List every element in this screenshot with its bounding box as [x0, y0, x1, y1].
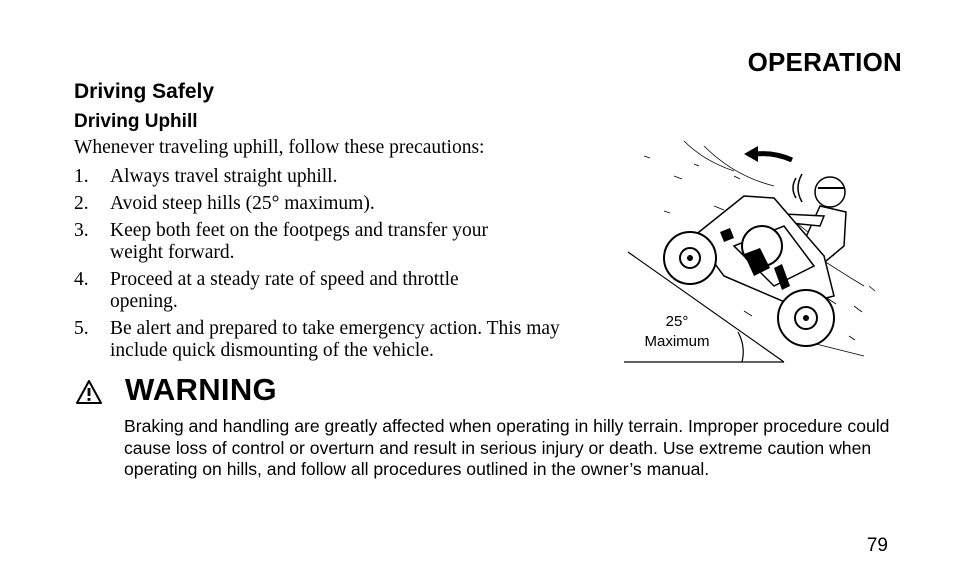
list-item	[74, 269, 594, 313]
list-item-text: Avoid steep hills (25° maximum).	[110, 193, 375, 214]
precautions-list	[74, 166, 594, 367]
list-item-number: 4.	[74, 269, 89, 290]
list-item-number: 2.	[74, 193, 89, 214]
list-item-number: 5.	[74, 318, 89, 339]
list-item	[74, 318, 594, 362]
page-number: 79	[866, 535, 888, 556]
angle-value: 25°	[665, 313, 689, 330]
list-item-text: Proceed at a steady rate of speed and throttle opening.	[110, 269, 459, 312]
list-item	[74, 166, 594, 188]
list-item-text: Be alert and prepared to take emergency action. This may include quick dismounting of the vehicle.	[110, 318, 560, 361]
list-item-text: Keep both feet on the footpegs and transfer your weight forward.	[110, 220, 488, 263]
list-item-number: 1.	[74, 166, 89, 187]
motion-arrowhead	[744, 146, 758, 162]
warning-title: WARNING	[125, 372, 277, 407]
warning-triangle-icon	[76, 380, 102, 404]
intro-text: Whenever traveling uphill, follow these precautions:	[74, 137, 485, 158]
warning-body: Braking and handling are greatly affected when operating in hilly terrain. Improper procedure could cause loss of control or overturn and result in serious injury or death. Use extreme caution when operating on hills, and follow all procedures outlined in the owner’s manual.	[124, 416, 890, 479]
motion-arrow	[756, 154, 792, 160]
section-title: OPERATION	[747, 47, 902, 77]
list-item	[74, 193, 594, 215]
list-item-text: Always travel straight uphill.	[110, 166, 338, 187]
angle-arc	[738, 332, 743, 362]
list-item-number: 3.	[74, 220, 89, 241]
subheading: Driving Uphill	[74, 111, 198, 132]
list-item	[74, 220, 594, 264]
page-heading: Driving Safely	[74, 80, 215, 103]
atv-uphill-illustration	[624, 136, 886, 366]
angle-caption: Maximum	[644, 333, 710, 350]
